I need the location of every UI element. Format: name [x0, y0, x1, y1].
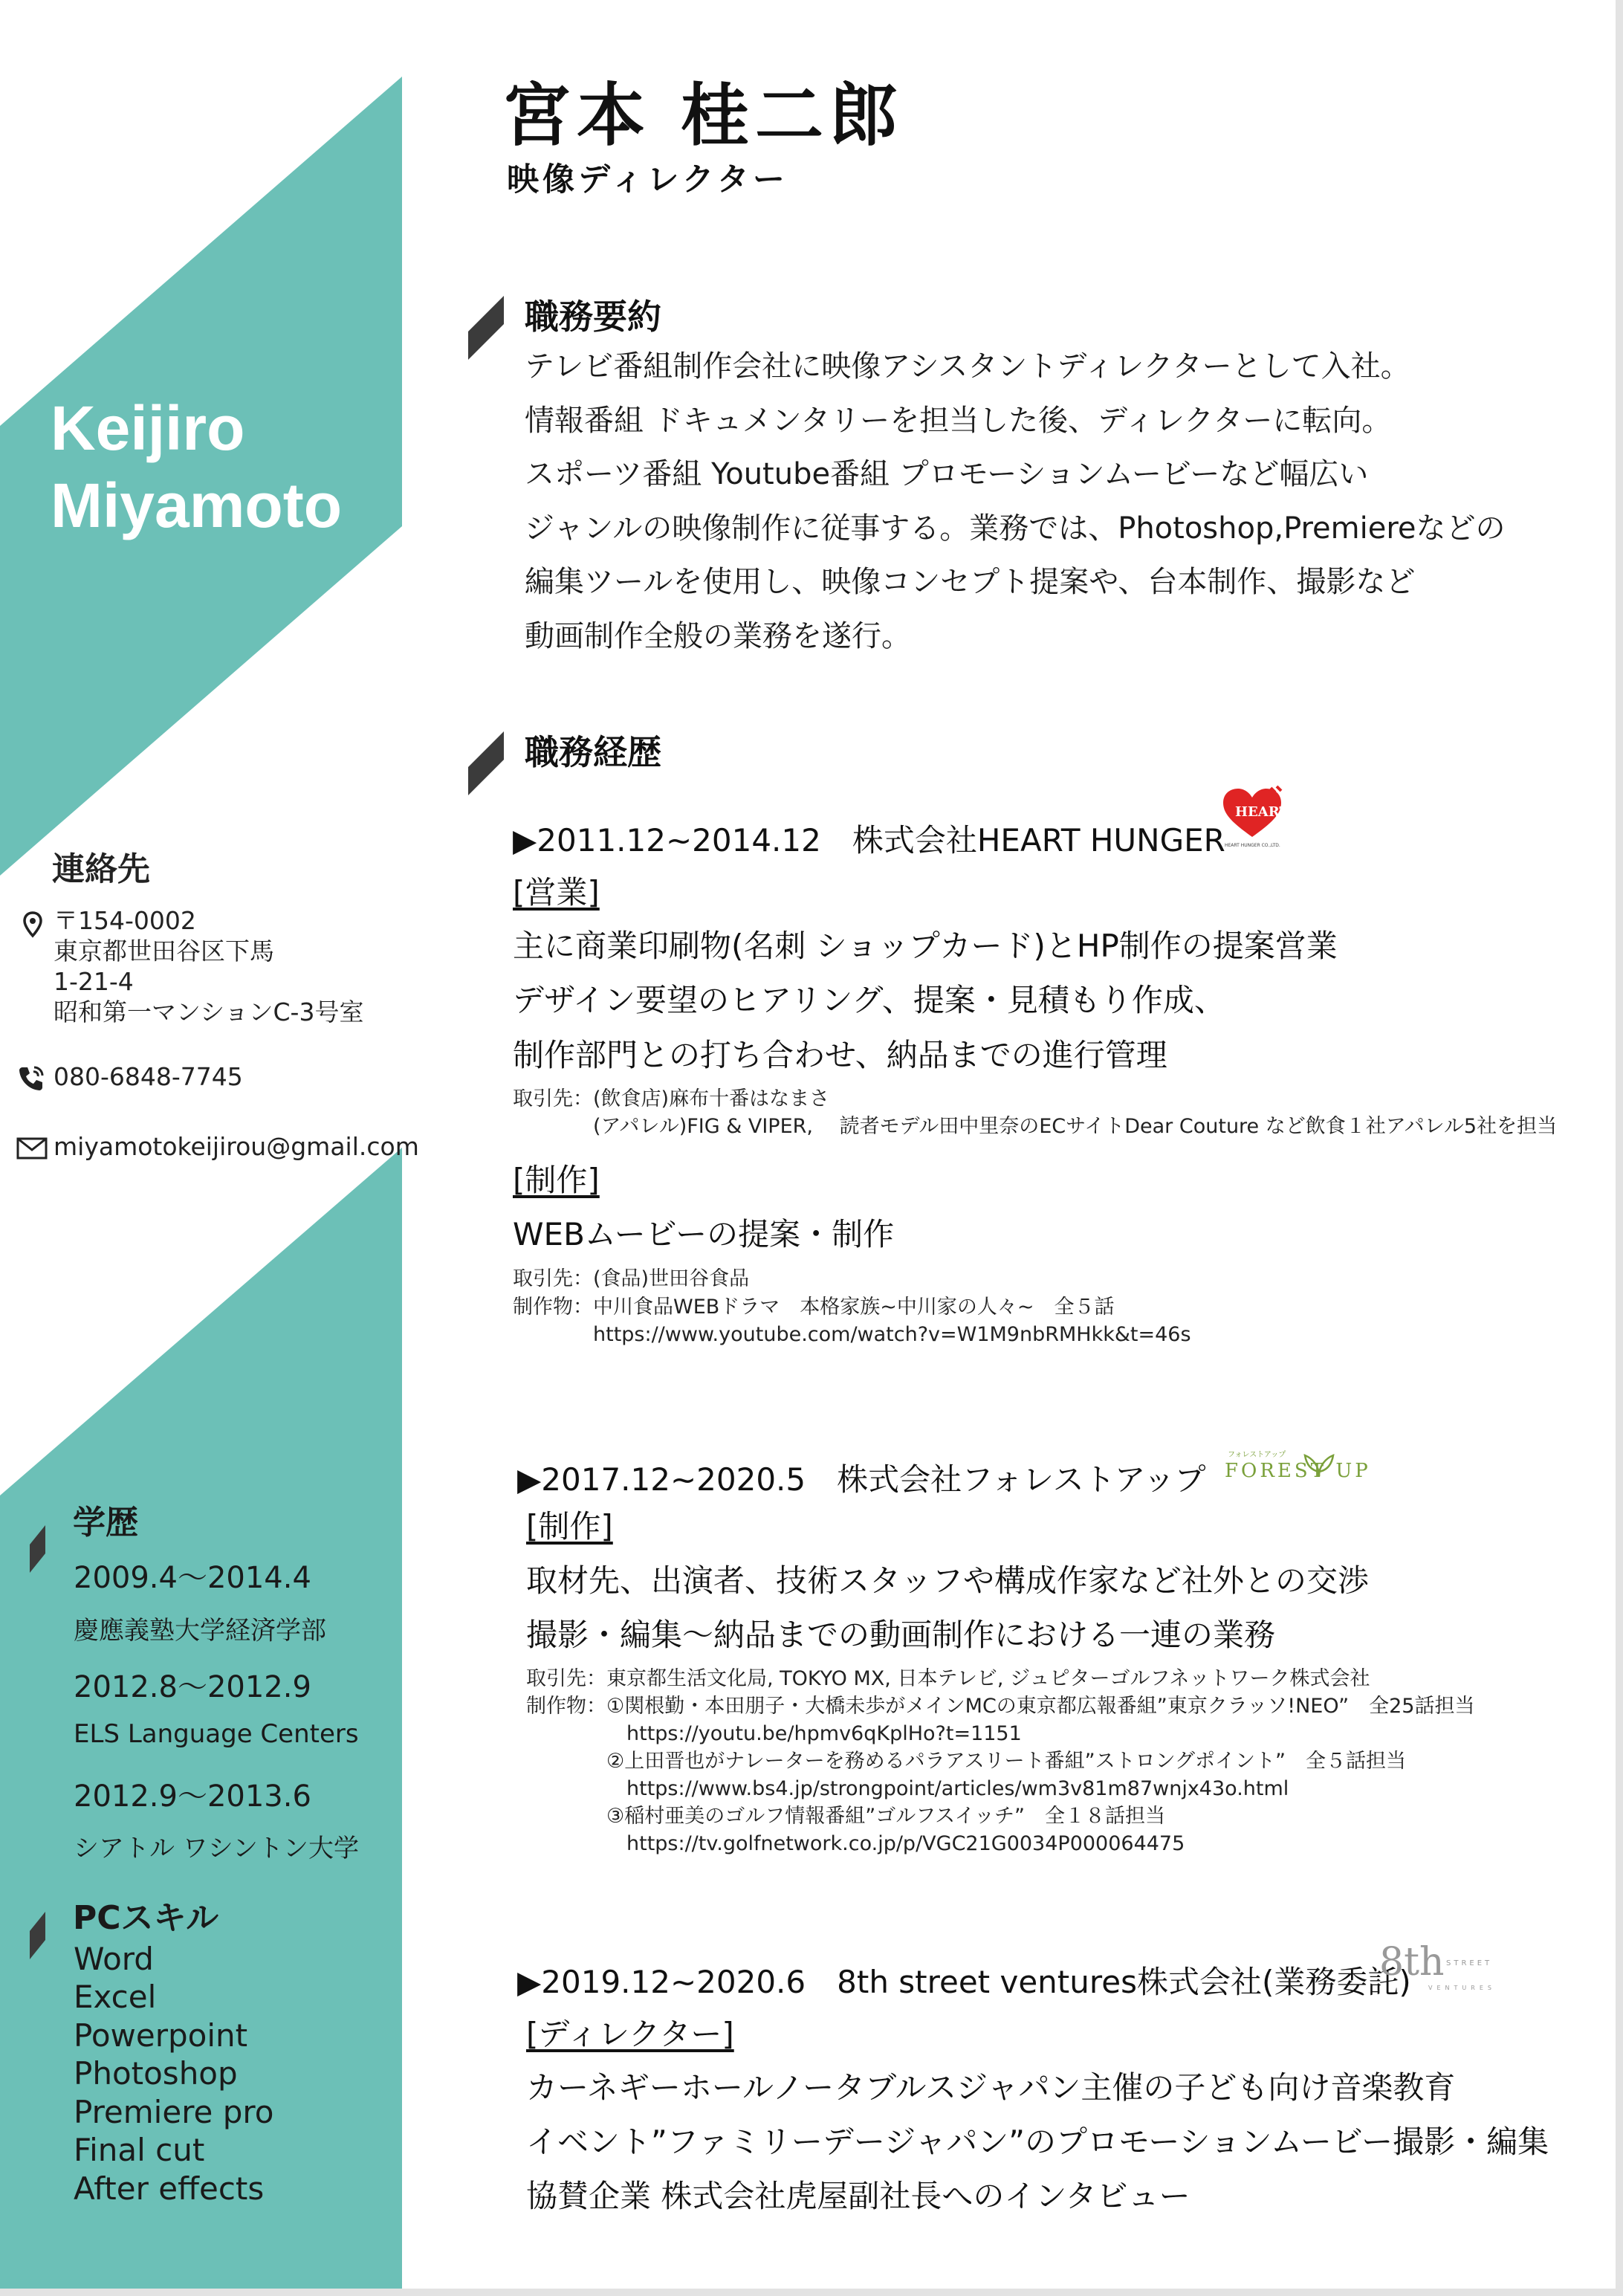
- role-tag: [ディレクター]: [526, 2016, 734, 2052]
- page-edge-bottom: [0, 2289, 1623, 2296]
- education-period-1: 2009.4～2014.4: [74, 1561, 311, 1595]
- 8th-logo-ventures: VENTURES: [1428, 1985, 1496, 1991]
- summary-line: ジャンルの映像制作に従事する。業務では、Photoshop,Premiereなどの: [525, 511, 1506, 546]
- phone-icon: [16, 1064, 46, 1093]
- forest-up-logo: [1225, 1448, 1373, 1493]
- note-url[interactable]: https://www.youtube.com/watch?v=W1M9nbRMHkk&t=46s: [513, 1323, 1191, 1346]
- summary-line: テレビ番組制作会社に映像アシスタントディレクターとして入社。: [525, 349, 1410, 384]
- education-school-1: 慶應義塾大学経済学部: [74, 1616, 326, 1646]
- summary-line: 編集ツールを使用し、映像コンセプト提案や、台本制作、撮影など: [525, 565, 1416, 599]
- note-url[interactable]: https://tv.golfnetwork.co.jp/p/VGC21G0034P000064475: [526, 1832, 1185, 1855]
- duty-line: カーネギーホールノータブルスジャパン主催の子ども向け音楽教育: [526, 2069, 1456, 2106]
- note-line: 制作物：中川食品WEBドラマ 本格家族~中川家の人々~ 全５話: [513, 1296, 1115, 1319]
- forest-logo-wordmark: FOREST UP: [1225, 1460, 1371, 1482]
- note-line: 取引先：(食品)世田谷食品: [513, 1267, 750, 1290]
- skill-item: Word: [74, 1941, 154, 1977]
- career-entry-title: ▶2019.12~2020.6 8th street ventures株式会社(業務委託): [517, 1964, 1411, 2000]
- skill-item: Final cut: [74, 2132, 205, 2168]
- 8th-logo-street: STREET: [1446, 1959, 1493, 1967]
- skill-item: Photoshop: [74, 2055, 238, 2092]
- summary-line: 動画制作全般の業務を遂行。: [525, 618, 911, 653]
- note-line: 制作物：①関根勤・本田朋子・大橋未歩がメインMCの東京都広報番組”東京クラッソ!NEO” 全25話担当: [526, 1695, 1475, 1718]
- heart-hunger-logo: [1219, 785, 1364, 852]
- skill-item: Powerpoint: [74, 2017, 248, 2054]
- note-line: 取引先：(飲食店)麻布十番はなまさ: [513, 1087, 830, 1110]
- duty-line: イベント”ファミリーデージャパン”のプロモーションムービー撮影・編集: [526, 2124, 1549, 2160]
- name-en-first: Keijiro: [51, 393, 245, 463]
- 8th-logo-mark: 8th: [1379, 1940, 1445, 1985]
- duty-line: デザイン要望のヒアリング、提案・見積もり作成、: [513, 982, 1225, 1018]
- note-line: ②上田晋也がナレーターを務めるパラアスリート番組”ストロングポイント” 全５話担当: [526, 1750, 1407, 1773]
- note-line: ③稲村亜美のゴルフ情報番組”ゴルフスイッチ” 全１８話担当: [526, 1805, 1166, 1828]
- location-pin-icon: [22, 911, 43, 938]
- education-school-2: ELS Language Centers: [74, 1719, 359, 1749]
- summary-heading-marker: [467, 290, 511, 364]
- duty-line: 取材先、出演者、技術スタッフや構成作家など社外との交渉: [526, 1562, 1370, 1599]
- contact-address-2: 1-21-4: [54, 967, 134, 996]
- heart-logo-mark: HEART HUNGER: [1235, 804, 1364, 820]
- contact-address-3: 昭和第一マンションC-3号室: [54, 997, 364, 1026]
- summary-line: 情報番組 ドキュメンタリーを担当した後、ディレクターに転向。: [525, 403, 1392, 438]
- duty-line: 協賛企業 株式会社虎屋副社長へのインタビュー: [526, 2178, 1190, 2214]
- education-period-3: 2012.9～2013.6: [74, 1779, 311, 1814]
- contact-postal: 〒154-0002: [54, 906, 196, 935]
- summary-heading: 職務要約: [525, 297, 661, 337]
- leaf-icon: [1302, 1448, 1336, 1478]
- career-entry-title: ▶2011.12~2014.12 株式会社HEART HUNGER: [513, 822, 1225, 858]
- contact-email[interactable]: miyamotokeijirou@gmail.com: [54, 1132, 419, 1161]
- education-period-2: 2012.8～2012.9: [74, 1670, 311, 1704]
- skill-item: Excel: [74, 1979, 157, 2015]
- 8th-street-logo: [1379, 1940, 1513, 1995]
- career-entry-title: ▶2017.12~2020.5 株式会社フォレストアップ: [517, 1461, 1206, 1498]
- name-jp: 宮本 桂二郎: [502, 76, 904, 155]
- contact-address-1: 東京都世田谷区下馬: [54, 937, 274, 966]
- skill-item: After effects: [74, 2170, 265, 2207]
- duty-line: 撮影・編集～納品までの動画制作における一連の業務: [526, 1617, 1276, 1653]
- summary-body: [525, 340, 1506, 663]
- duty-line: 制作部門との打ち合わせ、納品までの進行管理: [513, 1037, 1167, 1073]
- name-en-last: Miyamoto: [51, 470, 343, 540]
- note-line: 取引先：東京都生活文化局, TOKYO MX, 日本テレビ, ジュピターゴルフネットワーク株式会社: [526, 1667, 1370, 1690]
- mail-icon: [16, 1137, 48, 1160]
- skills-heading: PCスキル: [73, 1899, 219, 1937]
- career-heading: 職務経歴: [525, 732, 661, 772]
- page-edge-right: [1616, 0, 1623, 2296]
- heart-logo-caption: HEART HUNGER CO.,LTD.: [1225, 843, 1280, 848]
- role-tag: [営業]: [513, 874, 600, 911]
- role-tag: [制作]: [526, 1508, 613, 1545]
- skill-item: Premiere pro: [74, 2094, 274, 2130]
- education-heading: 学歴: [73, 1504, 138, 1542]
- note-line: (アパレル)FIG & VIPER, 読者モデル田中里奈のECサイトDear Couture など飲食１社アパレル5社を担当: [513, 1115, 1558, 1138]
- note-url[interactable]: https://youtu.be/hpmv6qKplHo?t=1151: [526, 1722, 1022, 1745]
- forest-logo-caption: フォレストアップ: [1228, 1451, 1286, 1459]
- duty-line: WEBムービーの提案・制作: [513, 1216, 895, 1252]
- contact-heading: 連絡先: [52, 850, 150, 888]
- role-tag: [制作]: [513, 1162, 600, 1198]
- job-title: 映像ディレクター: [507, 161, 788, 198]
- contact-phone[interactable]: 080-6848-7745: [54, 1062, 243, 1091]
- duty-line: 主に商業印刷物(名刺 ショップカード)とHP制作の提案営業: [513, 928, 1338, 964]
- career-heading-marker: [467, 725, 511, 800]
- note-url[interactable]: https://www.bs4.jp/strongpoint/articles/wm3v81m87wnjx43o.html: [526, 1777, 1289, 1800]
- summary-line: スポーツ番組 Youtube番組 プロモーションムービーなど幅広い: [525, 457, 1369, 491]
- education-school-3: シアトル ワシントン大学: [74, 1834, 359, 1863]
